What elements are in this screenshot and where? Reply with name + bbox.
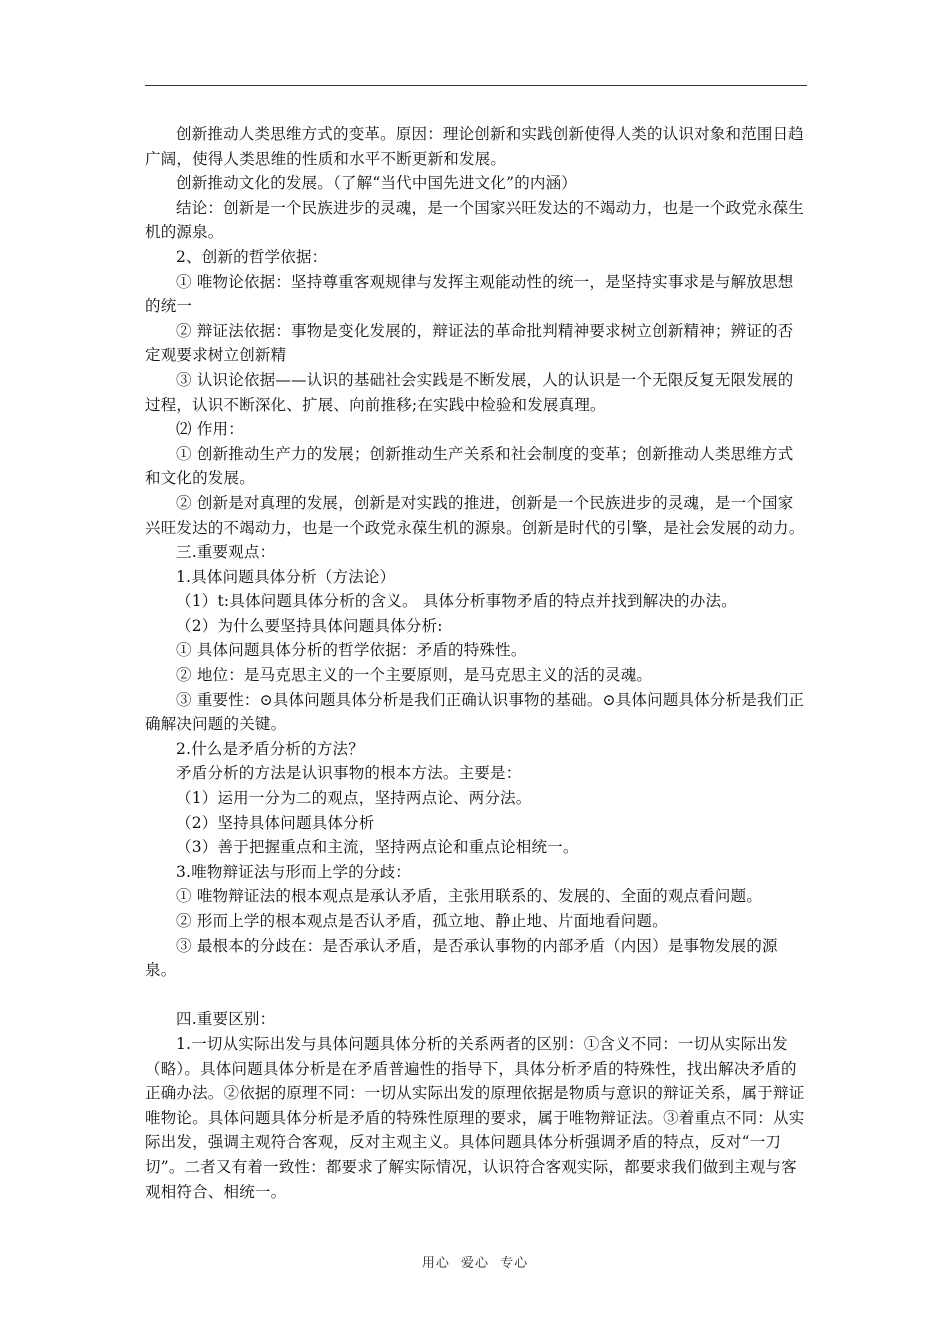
section-heading: 四.重要区别： — [176, 1010, 276, 1029]
paragraph: ② 地位：是马克思主义的一个主要原则，是马克思主义的活的灵魂。 — [176, 666, 653, 685]
paragraph: 2、创新的哲学依据： — [176, 247, 328, 266]
header-rule — [145, 85, 807, 86]
paragraph: （1）t:具体问题具体分析的含义。 具体分析事物矛盾的特点并找到解决的办法。 — [176, 592, 737, 611]
paragraph: ① 创新推动生产力的发展；创新推动生产关系和社会制度的变革；创新推动人类思维方式和文化的发展。 — [145, 444, 794, 488]
paragraph: ① 唯物辩证法的根本观点是承认矛盾，主张用联系的、发展的、全面的观点看问题。 — [176, 887, 763, 906]
paragraph: 结论：创新是一个民族进步的灵魂，是一个国家兴旺发达的不竭动力，也是一个政党永葆生机的源泉。 — [145, 198, 805, 242]
paragraph: 创新推动文化的发展。（了解“当代中国先进文化”的内涵） — [176, 174, 577, 193]
paragraph: ③ 最根本的分歧在：是否承认矛盾，是否承认事物的内部矛盾（内因）是事物发展的源泉。 — [145, 936, 778, 980]
paragraph: 1.具体问题具体分析（方法论） — [176, 567, 396, 586]
paragraph: 3.唯物辩证法与形而上学的分歧： — [176, 862, 411, 881]
paragraph: ② 创新是对真理的发展，创新是对实践的推进，创新是一个民族进步的灵魂，是一个国家兴旺发达的不竭动力，也是一个政党永葆生机的源泉。创新是时代的引擎，是社会发展的动力。 — [145, 493, 805, 537]
paragraph: 创新推动人类思维方式的变革。原因：理论创新和实践创新使得人类的认识对象和范围日趋广阔，使得人类思维的性质和水平不断更新和发展。 — [145, 125, 805, 168]
paragraph: 1.一切从实际出发与具体问题具体分析的关系两者的区别：①含义不同：一切从实际出发（略）。具体问题具体分析是在矛盾普遍性的指导下，具体分析矛盾的特殊性，找出解决矛盾的正确办法。②依据的原理不同：一切从实际出发的原理依据是物质与意识的辩证关系，属于辩证唯物论。具体问题具体分析是矛盾的特殊性原理的要求，属于唯物辩证法。③着重点不同：从实际出发，强调主观符合客观，反对主观主义。具体问题具体分析强调矛盾的特点，反对“一刀切”。二者又有着一致性：都要求了解实际情况，认识符合客观实际，都要求我们做到主观与客观相符合、相统一。 — [145, 1034, 805, 1201]
section-heading: 三.重要观点： — [176, 543, 276, 562]
paragraph: ② 辩证法依据：事物是变化发展的，辩证法的革命批判精神要求树立创新精神；辨证的否定观要求树立创新精 — [145, 321, 794, 365]
paragraph: 2.什么是矛盾分析的方法？ — [176, 739, 364, 758]
paragraph: （2）为什么要坚持具体问题具体分析: — [176, 616, 443, 635]
paragraph: （2）坚持具体问题具体分析 — [176, 813, 375, 832]
paragraph: ⑵ 作用： — [176, 420, 244, 439]
document-body — [145, 122, 809, 1204]
paragraph: ③ 重要性：⊙具体问题具体分析是我们正确认识事物的基础。⊙具体问题具体分析是我们正确解决问题的关键。 — [145, 690, 805, 734]
paragraph: （3）善于把握重点和主流，坚持两点论和重点论相统一。 — [176, 838, 579, 857]
paragraph: ① 唯物论依据：坚持尊重客观规律与发挥主观能动性的统一，是坚持实事求是与解放思想的统一 — [145, 272, 794, 316]
paragraph: ③ 认识论依据——认识的基础社会实践是不断发展，人的认识是一个无限反复无限发展的过程，认识不断深化、扩展、向前推移;在实践中检验和发展真理。 — [145, 370, 794, 414]
blank-line — [145, 983, 809, 1008]
paragraph: ① 具体问题具体分析的哲学依据：矛盾的特殊性。 — [176, 641, 527, 660]
page-footer: 用心 爱心 专心 — [421, 1256, 529, 1271]
paragraph: ② 形而上学的根本观点是否认矛盾，孤立地、静止地、片面地看问题。 — [176, 912, 668, 930]
paragraph: 矛盾分析的方法是认识事物的根本方法。主要是： — [176, 764, 522, 783]
paragraph: （1）运用一分为二的观点，坚持两点论、两分法。 — [176, 789, 532, 808]
